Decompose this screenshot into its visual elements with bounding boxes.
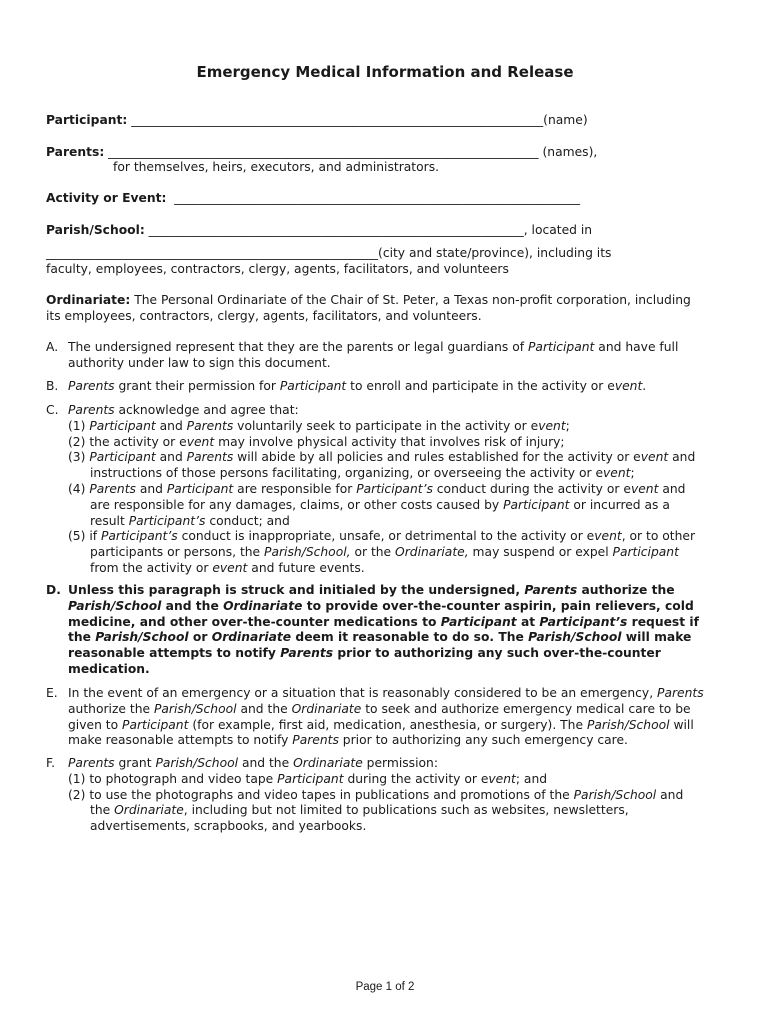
parish-suffix: , located in [523,223,593,237]
text: will abide by all policies and rules established for the activity or e [233,450,641,465]
text: ; [630,466,635,481]
c-item-1 [46,419,695,435]
text: or [188,630,212,645]
text: request if [627,614,699,629]
text: during the activity or e [343,771,489,786]
text: acknowledge and agree that: [114,403,299,417]
text: Parents [524,583,578,597]
page-number: Page 1 of 2 [355,981,415,993]
text: Parents [657,686,704,700]
text: The undersigned represent that they are the parents or legal guardians of [68,340,528,354]
document-title: Emergency Medical Information and Release [196,63,574,81]
text: , including but not limited to publications such as websites, newsletters, [183,803,629,818]
text: at [516,614,540,629]
text: Parish/School [573,787,657,802]
text: Ordinariate [223,598,303,613]
text: Participant [440,614,517,629]
clause-letter: B. [46,379,59,393]
text: vent [538,418,566,433]
text: Parish/School [586,717,670,732]
text: Parish/School [153,701,237,716]
text: Parents [292,733,339,748]
text: Participant’s [128,513,206,528]
text [46,403,695,419]
text [46,646,699,662]
text: prior to authorizing any such over-the-counter [333,646,661,661]
participant-label: Participant: [46,113,128,127]
text: Participant’s [100,529,178,544]
clause-letter: F. [46,756,56,770]
text: Unless this paragraph is struck and initialed by the undersigned, [68,583,525,597]
text: and [135,481,167,496]
text: In the event of an emergency or a situation that is reasonably considered to be an emergency, [68,686,658,700]
parents-label: Parents: [46,145,105,159]
text: ; [565,418,570,433]
text: and future events. [247,560,365,575]
text: event [212,560,248,575]
text: and [668,450,696,465]
c-item-4 [46,482,695,498]
text: Participant [122,717,189,732]
participant-blank[interactable]: ___________________________________________________________________ [127,113,544,127]
text: and [658,481,686,496]
text: medicine, and other over-the-counter medications to [68,614,441,629]
ordinariate-label: Ordinariate: [46,293,131,307]
text: Participant [612,545,679,560]
text: vent [186,434,215,449]
participant-suffix: (name) [543,113,588,127]
parents-line2: for themselves, heirs, executors, and administrators. [113,160,440,174]
text: are responsible for [233,481,357,496]
activity-blank[interactable]: __________________________________________________________________ [166,191,581,205]
text: deem it reasonable to do so. The [291,630,529,645]
parish-line3: faculty, employees, contractors, clergy, agents, facilitators, and volunteers [46,262,509,276]
text: voluntarily seek to participate in the activity or e [233,418,539,433]
text: instructions of those persons facilitating, organizing, or overseeing the activity or e [90,466,604,481]
c-item-5-cont [46,545,695,561]
f-item-2-cont2: advertisements, scrapbooks, and yearbooks. [90,819,367,834]
text: to enroll and participate in the activity or e [346,379,615,393]
text: Participant’s [539,614,628,629]
text: Participant [166,481,234,496]
text: Parents [68,756,115,770]
text [46,615,699,631]
text: (1) [68,418,90,433]
text: Participant [503,497,570,512]
participant-line [46,113,588,129]
text: and the [161,598,224,613]
clause-letter: E. [46,686,58,700]
parents-line [46,145,597,161]
text: Participant’s [356,481,433,496]
text: Parish/School, [264,545,351,560]
text [46,340,678,356]
f-item-2-cont [46,803,683,819]
text [46,379,646,395]
text: and [155,418,187,433]
text: conduct during the activity or e [432,481,631,496]
text: vent [603,466,631,481]
text: (5) if [68,529,101,544]
text [46,718,704,734]
text: and the [236,701,292,716]
parents-suffix: (names), [538,145,598,159]
text: Participant [279,379,347,393]
text: Parents [89,481,136,496]
f-item-2 [46,788,683,804]
text: grant [114,756,156,770]
clause-c [46,403,695,577]
text: or the [350,545,396,560]
text: (4) [68,481,90,496]
text: medication. [68,661,150,676]
clause-d[interactable] [46,583,699,678]
text: Ordinariate [114,803,184,818]
text: from the activity or [90,560,213,575]
clause-e [46,686,704,749]
text [46,583,699,599]
text: will make [621,630,692,645]
c-item-3-cont [46,466,695,482]
text: Participant [528,340,595,354]
text [46,403,695,419]
text: given to [68,717,123,732]
text: the [90,803,115,818]
text: and [656,787,684,802]
text: vent [614,379,643,393]
text: conduct; and [205,513,290,528]
text: reasonable attempts to notify [68,646,281,661]
text [46,599,699,615]
text: . [642,379,647,393]
text: (for example, first aid, medication, anesthesia, or surgery). The [188,717,587,732]
text: Parish/School [95,630,189,645]
text: permission: [362,756,438,770]
text [46,340,678,356]
parish-label: Parish/School: [46,223,145,237]
text: prior to authorizing any such emergency care. [338,733,628,748]
c-item-5 [46,529,695,545]
ordinariate-text: The Personal Ordinariate of the Chair of St. Peter, a Texas non-profit corporation, including [130,293,691,307]
text [46,630,699,646]
text [46,379,646,395]
clause-b [46,379,646,395]
parish-line2[interactable]: ______________________________________________________(city and state/province), including its [46,246,612,260]
text: or incurred as a [569,497,670,512]
text: to seek and authorize emergency medical care to be [361,701,691,716]
text: , or to other [621,529,696,544]
text: conduct is inappropriate, unsafe, or detrimental to the activity or e [177,529,595,544]
text: Parents [68,403,115,417]
text: to provide over-the-counter aspirin, pain relievers, cold [302,598,694,613]
text: Parish/School [68,598,162,613]
parish-blank[interactable]: _____________________________________________________________ [144,223,524,237]
parents-blank[interactable]: ______________________________________________________________________ [104,145,539,159]
text [46,702,704,718]
c-item-4-cont [46,498,695,514]
text: participants or persons, the [90,545,265,560]
clause-letter: D. [46,583,61,597]
text [46,756,683,772]
text [46,733,704,749]
c-item-3 [46,450,695,466]
text: may involve physical activity that involves risk of injury; [214,434,565,449]
text: Ordinariate [293,756,363,770]
text: vent [488,771,516,786]
text: Participant [89,450,156,465]
text: and [155,450,187,465]
text [46,686,704,702]
c-item-5-cont2 [46,561,695,577]
text: Parents [68,379,115,393]
text: (2) to use the photographs and video tapes in publications and promotions of the [68,787,574,802]
text: Participant [277,771,344,786]
clause-f [46,756,683,835]
text: and have full [594,340,679,354]
parish-line [46,223,592,239]
text: (3) [68,450,90,465]
text: authorize the [577,583,675,597]
text: (1) to photograph and video tape [68,771,278,786]
text: may suspend or expel [468,545,613,560]
text: result [90,513,129,528]
text: Parents [186,450,234,465]
clause-letter: A. [46,340,59,354]
activity-line [46,191,580,207]
text: Ordinariate [211,630,292,645]
c-item-4-cont2 [46,514,695,530]
text: Participant [89,418,156,433]
text: Parish/School [155,756,239,770]
text [46,756,683,772]
text: Ordinariate, [395,545,469,560]
text: Parish/School [528,630,622,645]
text: Ordinariate [291,701,362,716]
text: will [669,717,694,732]
text: ; and [515,771,548,786]
f-item-1 [46,772,683,788]
text: vent [594,529,622,544]
text: authority under law to sign this document. [68,355,331,370]
text: vent [630,481,659,496]
text: are responsible for any damages, claims, or other costs caused by [90,497,504,512]
clause-letter: C. [46,403,59,417]
text: (2) the activity or e [68,434,187,449]
text: Parents [280,646,334,661]
text: and the [238,756,294,770]
text: Parents [186,418,234,433]
text: vent [640,450,669,465]
text: make reasonable attempts to notify [68,733,293,748]
text [46,583,699,599]
text [46,686,704,702]
text: authorize the [68,701,154,716]
c-item-2 [46,435,695,451]
ordinariate-line [46,293,691,309]
clause-a [46,340,678,372]
text: the [68,630,96,645]
text: grant their permission for [114,379,280,393]
activity-label: Activity or Event: [46,191,167,205]
ordinariate-line2: its employees, contractors, clergy, agents, facilitators, and volunteers. [46,309,482,323]
